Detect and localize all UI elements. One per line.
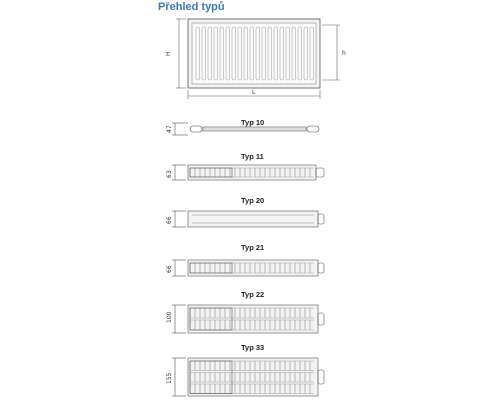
type-11-label: Typ 11 <box>241 152 264 161</box>
type-21-label: Typ 21 <box>241 243 265 252</box>
dim-H-label: H <box>165 51 172 56</box>
type-22-label: Typ 22 <box>241 290 265 299</box>
type-11-depth: 63 <box>166 170 173 178</box>
type-10-depth: 47 <box>166 125 173 133</box>
type-21-depth: 66 <box>166 265 173 273</box>
type-33-depth: 155 <box>166 372 173 384</box>
front-view <box>176 19 340 99</box>
page-title: Přehled typů <box>158 1 225 13</box>
type-11-section <box>172 165 324 180</box>
type-20-section <box>172 211 324 227</box>
type-10-label: Typ 10 <box>241 118 265 127</box>
type-33-section <box>172 358 324 396</box>
type-33-label: Typ 33 <box>241 343 265 352</box>
type-22-section <box>172 305 324 333</box>
type-22-depth: 100 <box>166 311 173 323</box>
type-20-depth: 66 <box>166 216 173 224</box>
dim-h-label: h <box>342 50 346 57</box>
type-21-section <box>172 260 324 276</box>
type-20-label: Typ 20 <box>241 196 265 205</box>
dim-L-label: L <box>252 89 256 96</box>
